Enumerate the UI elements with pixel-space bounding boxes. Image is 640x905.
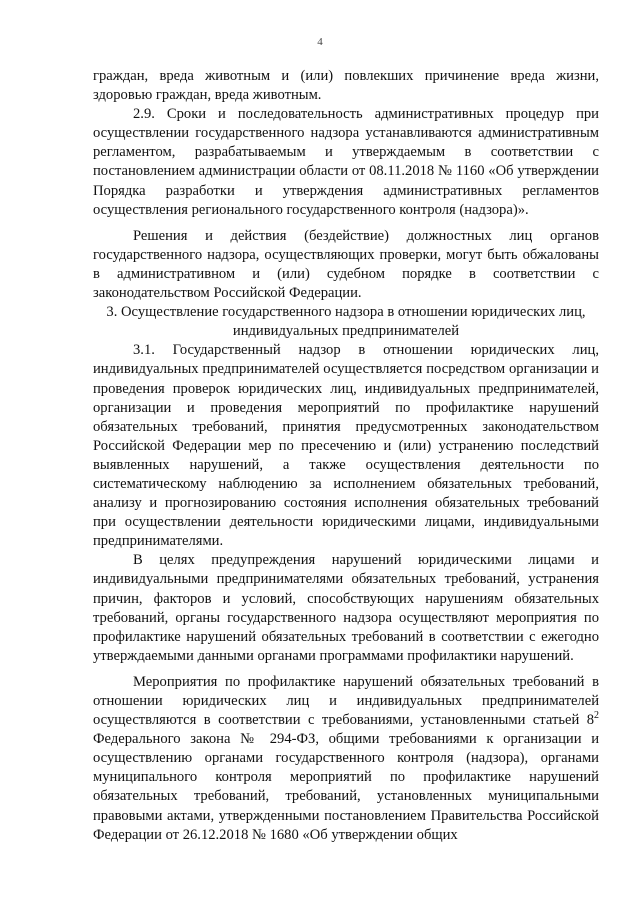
article-superscript: 2: [594, 710, 599, 722]
page-number: 4: [317, 36, 323, 48]
paragraph-measures-text-cont: Федерального закона № 294-ФЗ, общими требованиями к организации и осуществлению органами государственного контроля (надзора), органами муниципального контроля мероприятий по профилактике нарушений обязательных требований, требований, установленных муниципальными правовыми актами, утвержденными постановлением Правительства Российской Федерации от 26.12.2018 № 1680 «Об утверждении общих: [93, 731, 599, 843]
paragraph-3-1: 3.1. Государственный надзор в отношении юридических лиц, индивидуальных предпринимателей осуществляется посредством организации и проведения проверок юридических лиц, индивидуальных предпринимателей, организации и проведения мероприятий по профилактике нарушений обязательных требований, принятия предусмотренных законодательством Российской Федерации мер по пресечению и (или) устранению последствий выявленных нарушений, а также осуществления деятельности по систематическому наблюдению за исполнением обязательных требований, анализу и прогнозированию состояния исполнения обязательных требований при осуществлении деятельности юридическими лицами, индивидуальными предпринимателями.: [93, 342, 599, 550]
paragraph-measures: [93, 673, 599, 845]
paragraph-continuation: граждан, вреда животным и (или) повлекших причинение вреда жизни, здоровью граждан, вреда животным.: [93, 68, 599, 104]
paragraph-appeal: Решения и действия (бездействие) должностных лиц органов государственного надзора, осуществляющих проверки, могут быть обжалованы в административном и (или) судебном порядке в соответствии с законодательством Российской Федерации.: [93, 227, 599, 302]
paragraph-prevention: В целях предупреждения нарушений юридическими лицами и индивидуальными предпринимателями обязательных требований, устранения причин, факторов и условий, способствующих нарушениям обязательных требований, органы государственного надзора осуществляют мероприятия по профилактике нарушений обязательных требований в соответствии с ежегодно утверждаемыми данными органами программами профилактики нарушений.: [93, 552, 599, 664]
paragraph-measures-text: Мероприятия по профилактике нарушений обязательных требований в отношении юридических лиц и индивидуальных предпринимателей осуществляются в соответствии с требованиями, установленными статьей 8: [93, 673, 599, 729]
document-body: [93, 67, 599, 845]
paragraph-2-9: 2.9. Сроки и последовательность административных процедур при осуществлении государственного надзора устанавливаются административным регламентом, разрабатываемым и утверждаемым в соответствии с постановлением администрации области от 08.11.2018 № 1160 «Об утверждении Порядка разработки и утверждения административных регламентов осуществления регионального государственного контроля (надзора)».: [93, 106, 599, 218]
section-3-heading: 3. Осуществление государственного надзора в отношении юридических лиц, индивидуальных предпринимателей: [106, 304, 586, 340]
